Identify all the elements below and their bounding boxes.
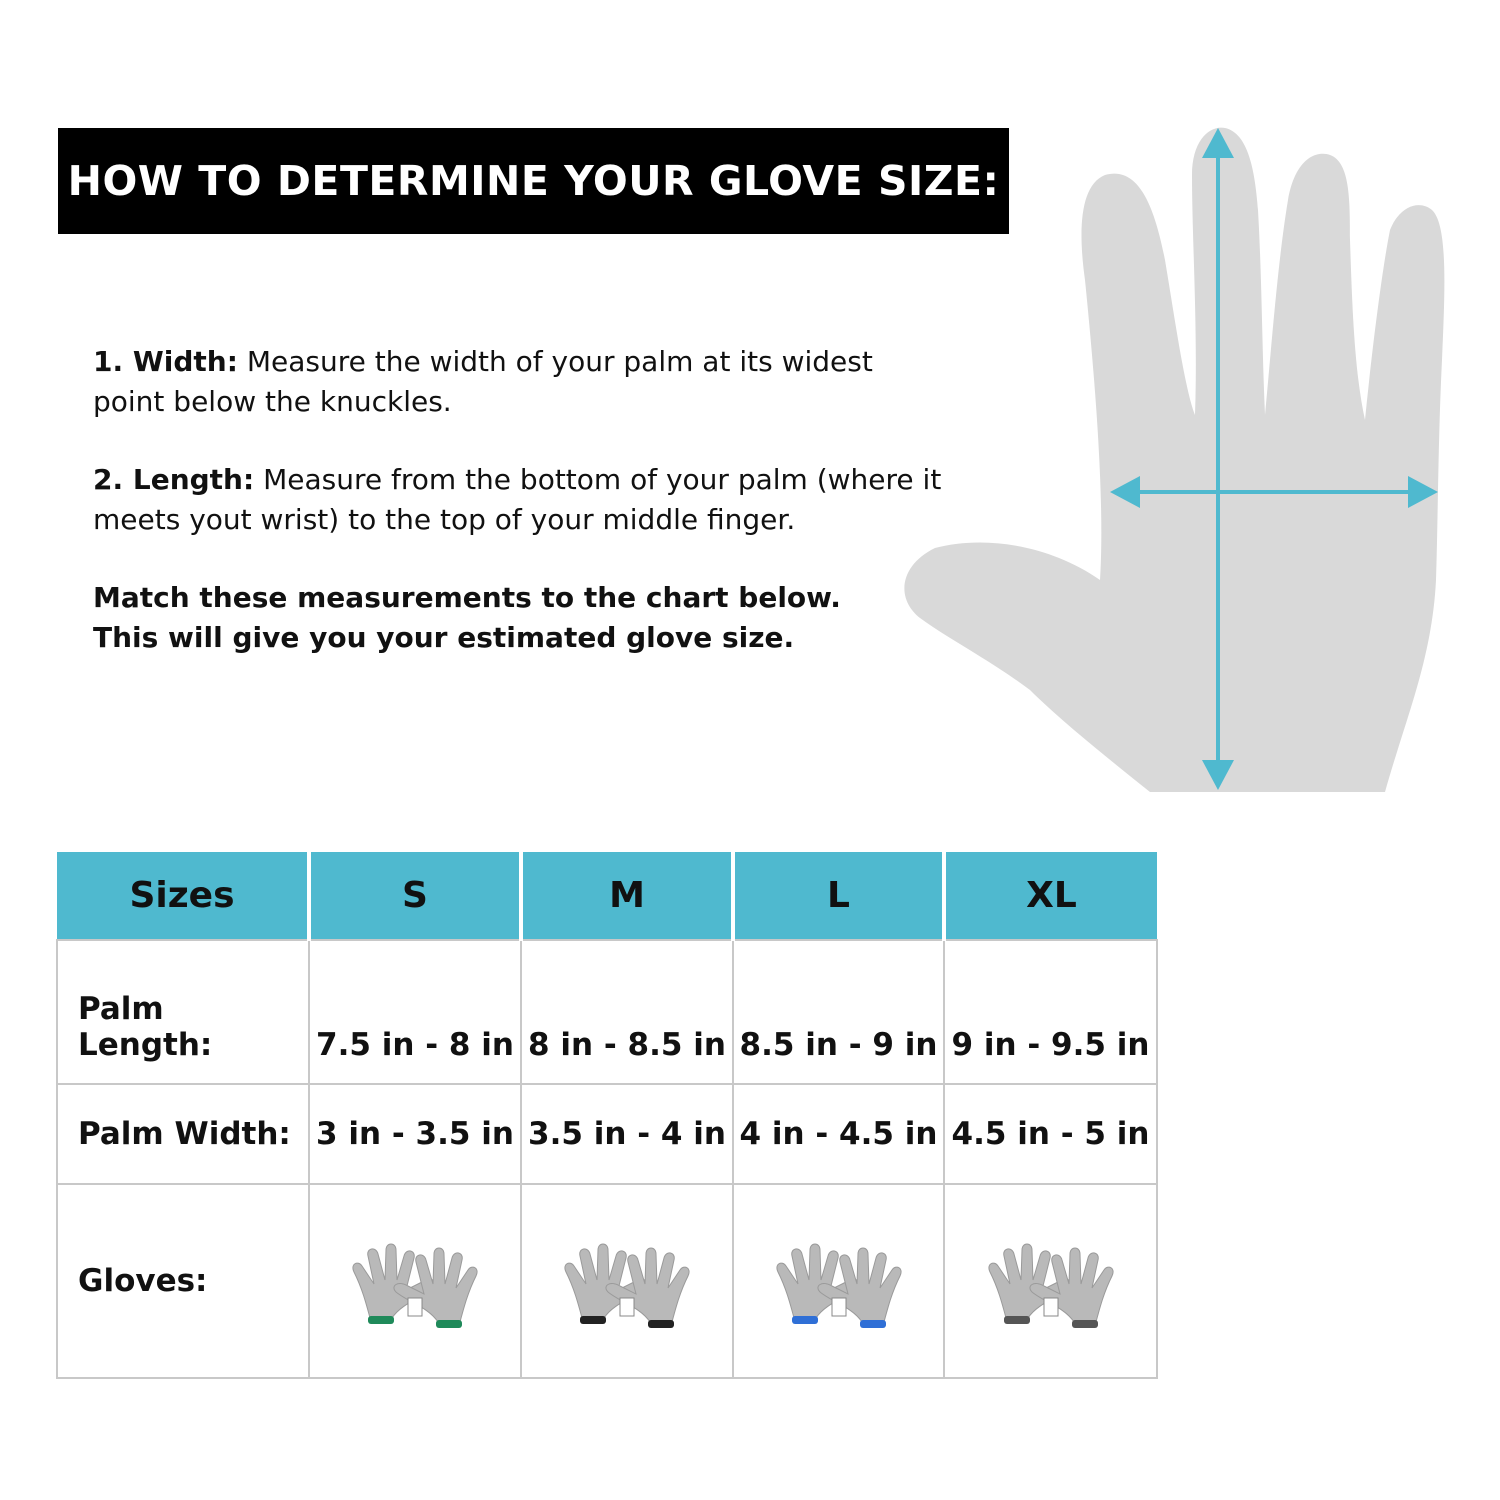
match-line-2: This will give you your estimated glove size. bbox=[93, 621, 795, 654]
length-text: Measure from the bottom of your palm (where it meets yout wrist) to the top of your middle finger. bbox=[93, 463, 942, 536]
glove-cuff bbox=[580, 1316, 606, 1324]
palm-width-xl: 4.5 in - 5 in bbox=[944, 1084, 1157, 1184]
glove-cuff bbox=[792, 1316, 818, 1324]
palm-width-s: 3 in - 3.5 in bbox=[309, 1084, 521, 1184]
glove-cuff bbox=[368, 1316, 394, 1324]
glove-cell-l bbox=[733, 1184, 944, 1378]
glove-tag bbox=[1044, 1298, 1058, 1316]
glove-tag bbox=[832, 1298, 846, 1316]
hand-shape bbox=[904, 128, 1444, 792]
palm-width-l: 4 in - 4.5 in bbox=[733, 1084, 944, 1184]
instructions bbox=[93, 342, 953, 696]
glove-tag bbox=[408, 1298, 422, 1316]
glove-image-s bbox=[330, 1226, 500, 1336]
width-text: Measure the width of your palm at its widest point below the knuckles. bbox=[93, 345, 873, 418]
width-label: 1. Width: bbox=[93, 345, 238, 378]
match-line-1: Match these measurements to the chart below. bbox=[93, 581, 841, 614]
header-sizes: Sizes bbox=[57, 852, 309, 940]
width-instruction bbox=[93, 342, 953, 422]
length-instruction bbox=[93, 460, 953, 540]
match-note bbox=[93, 578, 953, 658]
palm-width-m: 3.5 in - 4 in bbox=[521, 1084, 733, 1184]
glove-tag bbox=[620, 1298, 634, 1316]
length-label: 2. Length: bbox=[93, 463, 255, 496]
palm-length-s: 7.5 in - 8 in bbox=[309, 940, 521, 1084]
glove-cuff bbox=[860, 1320, 886, 1328]
size-chart-table bbox=[56, 852, 1158, 1379]
palm-length-m: 8 in - 8.5 in bbox=[521, 940, 733, 1084]
table-row bbox=[57, 940, 1157, 1084]
table-row bbox=[57, 1184, 1157, 1378]
glove-cell-m bbox=[521, 1184, 733, 1378]
row-label-gloves: Gloves: bbox=[57, 1184, 309, 1378]
glove-cuff bbox=[436, 1320, 462, 1328]
table-row bbox=[57, 1084, 1157, 1184]
glove-image-l bbox=[754, 1226, 924, 1336]
table-header-row bbox=[57, 852, 1157, 940]
glove-cuff bbox=[648, 1320, 674, 1328]
glove-cell-xl bbox=[944, 1184, 1157, 1378]
hand-silhouette-icon bbox=[895, 120, 1455, 800]
header-size-xl: XL bbox=[944, 852, 1157, 940]
page-title: HOW TO DETERMINE YOUR GLOVE SIZE: bbox=[58, 128, 1009, 234]
row-label-palm-length: Palm Length: bbox=[57, 940, 309, 1084]
glove-cuff bbox=[1072, 1320, 1098, 1328]
palm-length-l: 8.5 in - 9 in bbox=[733, 940, 944, 1084]
glove-cuff bbox=[1004, 1316, 1030, 1324]
glove-cell-s bbox=[309, 1184, 521, 1378]
header-size-l: L bbox=[733, 852, 944, 940]
row-label-palm-width: Palm Width: bbox=[57, 1084, 309, 1184]
header-size-s: S bbox=[309, 852, 521, 940]
glove-image-xl bbox=[966, 1226, 1136, 1336]
palm-length-xl: 9 in - 9.5 in bbox=[944, 940, 1157, 1084]
header-size-m: M bbox=[521, 852, 733, 940]
glove-image-m bbox=[542, 1226, 712, 1336]
